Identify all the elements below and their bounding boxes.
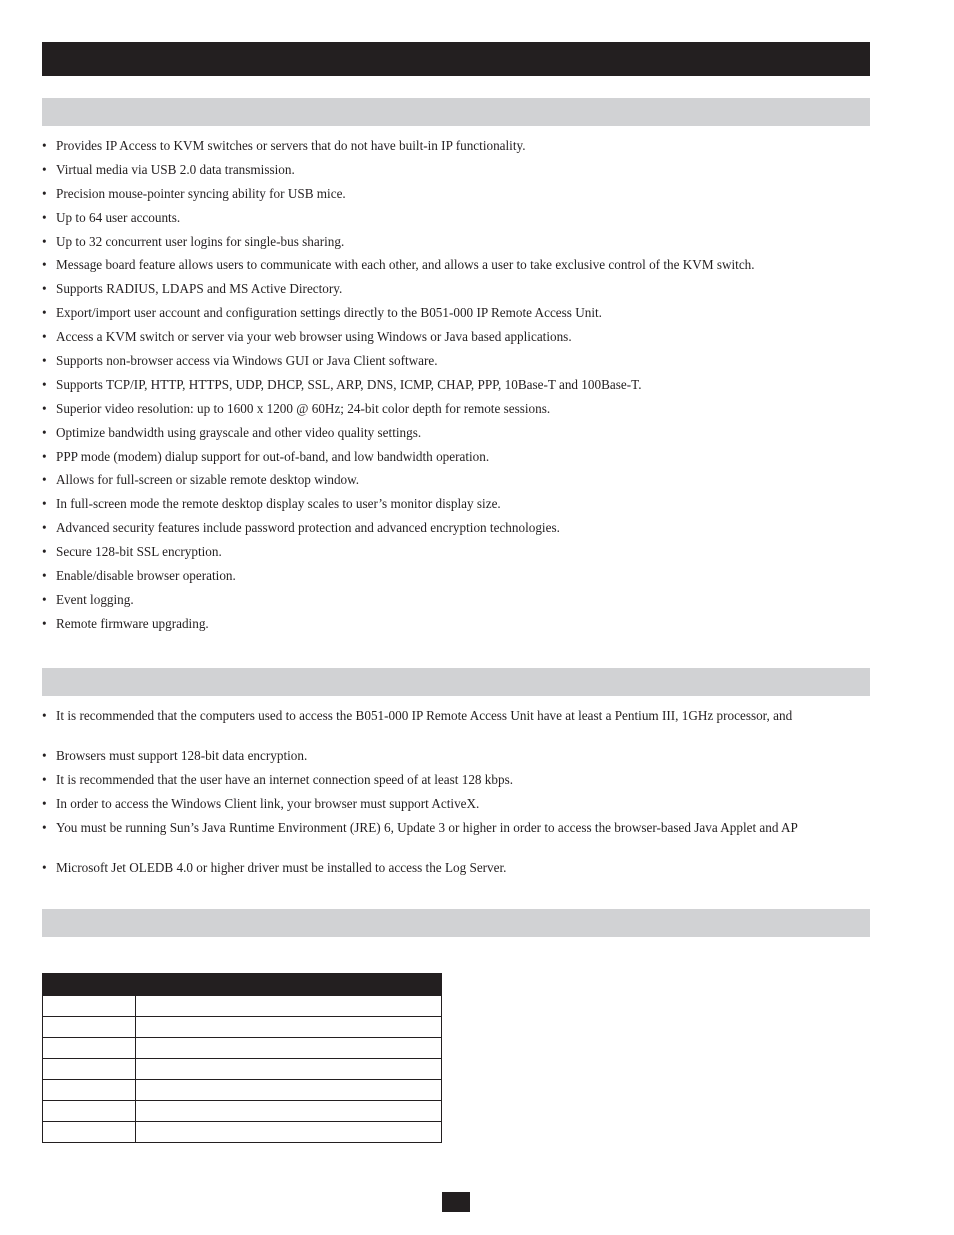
feature-text: Optimize bandwidth using grayscale and other video quality settings. xyxy=(56,424,422,440)
list-item xyxy=(42,496,882,511)
bullet-icon: • xyxy=(42,257,47,273)
page-title-bar xyxy=(42,42,870,76)
bullet-icon: • xyxy=(42,748,47,763)
list-item xyxy=(42,186,882,201)
table-cell-value xyxy=(136,1122,442,1143)
list-item xyxy=(42,860,882,875)
table-row xyxy=(43,996,442,1017)
list-item xyxy=(42,520,882,535)
table-row xyxy=(43,1038,442,1059)
bullet-icon: • xyxy=(42,859,47,875)
table-cell-label xyxy=(43,1122,136,1143)
page-number-box xyxy=(442,1192,470,1212)
bullet-icon: • xyxy=(42,496,47,512)
list-item xyxy=(42,210,882,225)
feature-text: Remote firmware upgrading. xyxy=(56,615,209,631)
requirements-list xyxy=(42,708,882,884)
table-cell-label xyxy=(43,1080,136,1101)
requirement-text: Microsoft Jet OLEDB 4.0 or higher driver must be installed to access the Log Server. xyxy=(56,859,507,875)
section-header-requirements xyxy=(42,668,870,696)
list-item xyxy=(42,138,882,153)
bullet-icon: • xyxy=(42,615,47,631)
bullet-icon: • xyxy=(42,233,47,249)
features-list xyxy=(42,138,882,640)
table-cell-value xyxy=(136,1059,442,1080)
requirement-text: It is recommended that the user have an internet connection speed of at least 128 kbps. xyxy=(56,771,514,787)
feature-text: Allows for full-screen or sizable remote desktop window. xyxy=(56,472,360,488)
table-row xyxy=(43,1059,442,1080)
table-header-cell xyxy=(43,974,442,996)
bullet-icon: • xyxy=(42,161,47,177)
list-item xyxy=(42,257,882,272)
list-item xyxy=(42,305,882,320)
table-cell-value xyxy=(136,1017,442,1038)
list-item xyxy=(42,544,882,559)
bullet-icon: • xyxy=(42,591,47,607)
feature-text: In full-screen mode the remote desktop display scales to user’s monitor display size. xyxy=(56,496,501,512)
bullet-icon: • xyxy=(42,472,47,488)
list-item xyxy=(42,772,882,787)
bullet-icon: • xyxy=(42,281,47,297)
bullet-icon: • xyxy=(42,209,47,225)
bullet-icon: • xyxy=(42,329,47,345)
list-item xyxy=(42,377,882,392)
table-cell-value xyxy=(136,1038,442,1059)
list-item xyxy=(42,616,882,631)
feature-text: Supports RADIUS, LDAPS and MS Active Directory. xyxy=(56,281,343,297)
feature-text: Supports TCP/IP, HTTP, HTTPS, UDP, DHCP, SSL, ARP, DNS, ICMP, CHAP, PPP, 10Base-T and 100Base-T. xyxy=(56,376,642,392)
feature-text: Enable/disable browser operation. xyxy=(56,568,236,584)
bullet-icon: • xyxy=(42,185,47,201)
feature-text: Secure 128-bit SSL encryption. xyxy=(56,544,222,560)
table-cell-label xyxy=(43,996,136,1017)
feature-text: Advanced security features include password protection and advanced encryption technologies. xyxy=(56,520,560,536)
feature-text: Up to 64 user accounts. xyxy=(56,209,181,225)
table-cell-label xyxy=(43,1017,136,1038)
bullet-icon: • xyxy=(42,400,47,416)
bullet-icon: • xyxy=(42,138,47,153)
bullet-icon: • xyxy=(42,376,47,392)
list-item xyxy=(42,353,882,368)
feature-text: Access a KVM switch or server via your web browser using Windows or Java based applications. xyxy=(56,329,572,345)
requirement-text: It is recommended that the computers used to access the B051-000 IP Remote Access Unit have at least a Pentium III, 1GHz processor, and xyxy=(56,708,793,723)
table-cell-value xyxy=(136,1080,442,1101)
section-header-specifications xyxy=(42,909,870,937)
feature-text: Precision mouse-pointer syncing ability for USB mice. xyxy=(56,185,346,201)
feature-text: PPP mode (modem) dialup support for out-of-band, and low bandwidth operation. xyxy=(56,448,490,464)
list-item xyxy=(42,425,882,440)
table-row xyxy=(43,1122,442,1143)
list-item xyxy=(42,796,882,811)
bullet-icon: • xyxy=(42,353,47,369)
list-item xyxy=(42,281,882,296)
bullet-icon: • xyxy=(42,771,47,787)
table-cell-label xyxy=(43,1059,136,1080)
table-cell-value xyxy=(136,996,442,1017)
requirement-text: In order to access the Windows Client link, your browser must support ActiveX. xyxy=(56,795,480,811)
bullet-icon: • xyxy=(42,568,47,584)
table-row xyxy=(43,1080,442,1101)
table-cell-value xyxy=(136,1101,442,1122)
bullet-icon: • xyxy=(42,305,47,321)
list-item xyxy=(42,401,882,416)
feature-text: Provides IP Access to KVM switches or servers that do not have built-in IP functionality. xyxy=(56,138,526,153)
specifications-table xyxy=(42,973,442,1143)
table-row xyxy=(43,1017,442,1038)
list-item xyxy=(42,592,882,607)
bullet-icon: • xyxy=(42,708,47,723)
table-row xyxy=(43,1101,442,1122)
list-item xyxy=(42,162,882,177)
bullet-icon: • xyxy=(42,424,47,440)
table-cell-label xyxy=(43,1101,136,1122)
feature-text: Up to 32 concurrent user logins for single-bus sharing. xyxy=(56,233,345,249)
table-header-row xyxy=(43,974,442,996)
feature-text: Virtual media via USB 2.0 data transmission. xyxy=(56,161,295,177)
list-item xyxy=(42,820,882,835)
table-cell-label xyxy=(43,1038,136,1059)
bullet-icon: • xyxy=(42,819,47,835)
feature-text: Superior video resolution: up to 1600 x 1200 @ 60Hz; 24-bit color depth for remote sessions. xyxy=(56,400,551,416)
requirement-text: Browsers must support 128-bit data encryption. xyxy=(56,748,308,763)
section-header-features xyxy=(42,98,870,126)
bullet-icon: • xyxy=(42,520,47,536)
list-item xyxy=(42,449,882,464)
list-item xyxy=(42,708,882,723)
list-item xyxy=(42,472,882,487)
requirement-text: You must be running Sun’s Java Runtime Environment (JRE) 6, Update 3 or higher in order to access the browser-based Java Applet and AP xyxy=(56,819,798,835)
feature-text: Message board feature allows users to communicate with each other, and allows a user to take exclusive control of the KVM switch. xyxy=(56,257,755,273)
list-item xyxy=(42,329,882,344)
list-item xyxy=(42,748,882,763)
feature-text: Export/import user account and configuration settings directly to the B051-000 IP Remote Access Unit. xyxy=(56,305,602,321)
bullet-icon: • xyxy=(42,544,47,560)
bullet-icon: • xyxy=(42,795,47,811)
bullet-icon: • xyxy=(42,448,47,464)
list-item xyxy=(42,568,882,583)
list-item xyxy=(42,234,882,249)
feature-text: Event logging. xyxy=(56,591,134,607)
feature-text: Supports non-browser access via Windows GUI or Java Client software. xyxy=(56,353,438,369)
